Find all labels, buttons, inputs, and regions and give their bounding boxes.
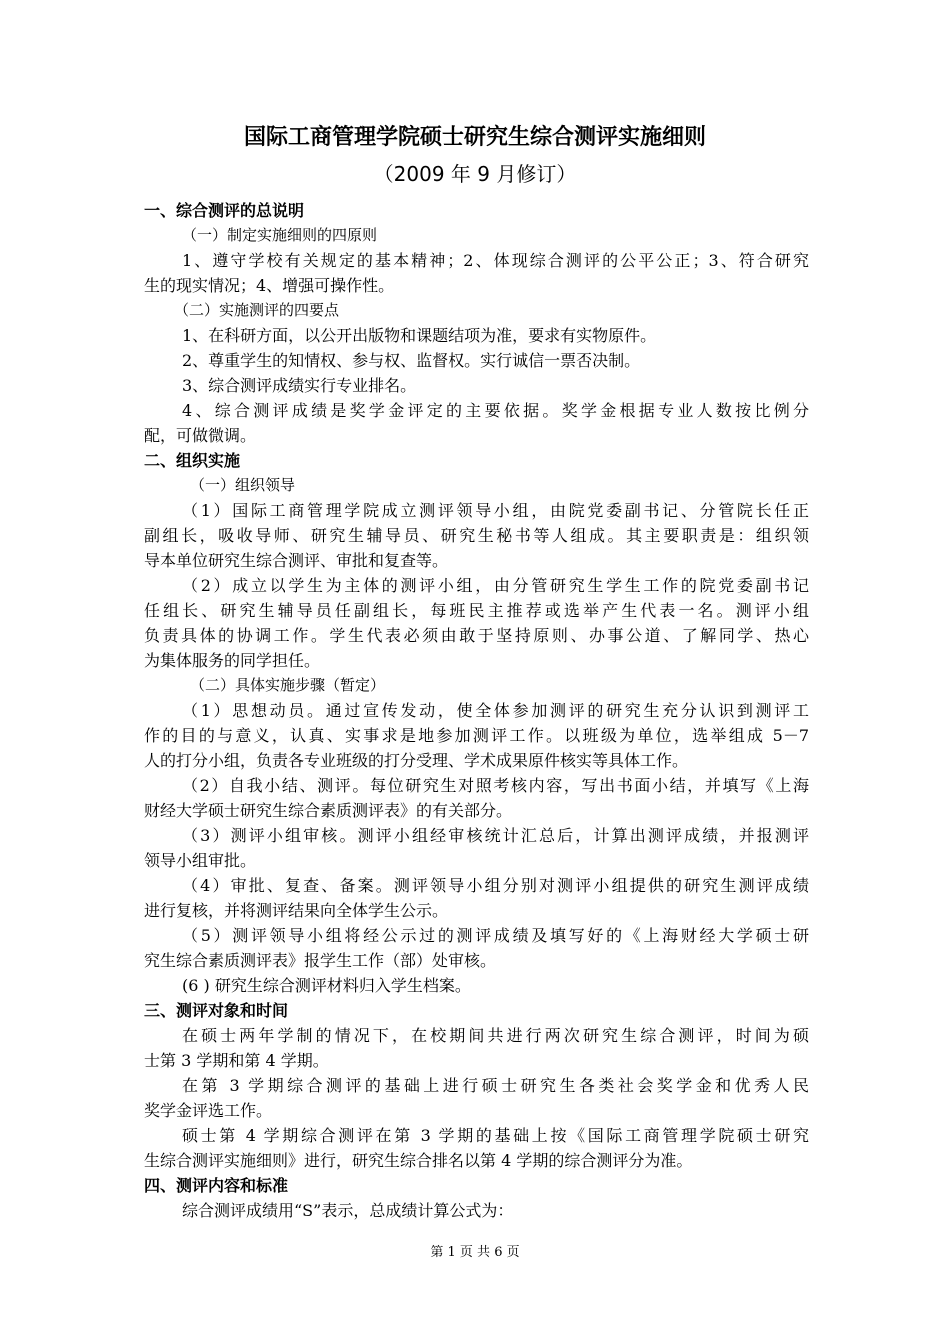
- paragraph-line: 综合测评成绩用“S”表示，总成绩计算公式为：: [182, 1201, 514, 1220]
- subsection-heading: （一）制定实施细则的四原则: [182, 226, 378, 244]
- paragraph-line: 生的现实情况；4、增强可操作性。: [144, 276, 395, 295]
- paragraph-line: （1）思想动员。通过宣传发动，使全体参加测评的研究生充分认识到测评工: [182, 701, 809, 720]
- paragraph-line: 究生综合素质测评表》报学生工作（部）处审核。: [144, 951, 497, 970]
- paragraph-line: 领导小组审批。: [144, 851, 257, 870]
- subsection-heading: （二）具体实施步骤（暂定）: [190, 676, 386, 694]
- section-heading: 二、组织实施: [144, 451, 241, 470]
- paragraph-line: （3）测评小组审核。测评小组经审核统计汇总后，计算出测评成绩，并报测评: [182, 826, 809, 845]
- paragraph-line: 人的打分小组，负责各专业班级的打分受理、学术成果原件核实等具体工作。: [144, 751, 689, 770]
- paragraph-line: （2）成立以学生为主体的测评小组，由分管研究生学生工作的院党委副书记: [182, 576, 809, 595]
- page-footer: 第 1 页 共 6 页: [430, 1245, 520, 1260]
- section-heading: 一、综合测评的总说明: [144, 201, 305, 220]
- paragraph-line: （4）审批、复查、备案。测评领导小组分别对测评小组提供的研究生测评成绩: [182, 876, 809, 895]
- paragraph-line: (6 ) 研究生综合测评材料归入学生档案。: [182, 976, 471, 995]
- paragraph-line: 在第 3 学期综合测评的基础上进行硕士研究生各类社会奖学金和优秀人民: [182, 1076, 809, 1095]
- paragraph-line: 进行复核，并将测评结果向全体学生公示。: [144, 901, 449, 920]
- document-title: 国际工商管理学院硕士研究生综合测评实施细则: [243, 125, 706, 150]
- paragraph-line: 任组长、研究生辅导员任副组长，每班民主推荐或选举产生代表一名。测评小组: [144, 601, 809, 620]
- paragraph-line: 2、尊重学生的知情权、参与权、监督权。实行诚信一票否决制。: [182, 351, 641, 370]
- subsection-heading: （一）组织领导: [190, 476, 296, 494]
- paragraph-line: 财经大学硕士研究生综合素质测评表》的有关部分。: [144, 801, 513, 820]
- paragraph-line: 4、综合测评成绩是奖学金评定的主要依据。奖学金根据专业人数按比例分: [182, 401, 809, 420]
- paragraph-line: 作的目的与意义，认真、实事求是地参加测评工作。以班级为单位，选举组成 5－7: [144, 726, 809, 745]
- paragraph-line: 导本单位研究生综合测评、审批和复查等。: [144, 551, 449, 570]
- paragraph-line: 1、遵守学校有关规定的基本精神；2、体现综合测评的公平公正；3、符合研究: [182, 251, 809, 270]
- paragraph-line: 在硕士两年学制的情况下，在校期间共进行两次研究生综合测评，时间为硕: [182, 1026, 809, 1045]
- document-subtitle: （2009 年 9 月修订）: [373, 162, 577, 186]
- paragraph-line: 负责具体的协调工作。学生代表必须由敢于坚持原则、办事公道、了解同学、热心: [144, 626, 809, 645]
- paragraph-line: 为集体服务的同学担任。: [144, 651, 321, 670]
- paragraph-line: 配，可做微调。: [144, 426, 257, 445]
- paragraph-line: （5）测评领导小组将经公示过的测评成绩及填写好的《上海财经大学硕士研: [182, 926, 809, 945]
- paragraph-line: 士第 3 学期和第 4 学期。: [144, 1051, 329, 1070]
- paragraph-line: 硕士第 4 学期综合测评在第 3 学期的基础上按《国际工商管理学院硕士研究: [182, 1126, 809, 1145]
- section-heading: 三、测评对象和时间: [144, 1001, 289, 1020]
- paragraph-line: 生综合测评实施细则》进行，研究生综合排名以第 4 学期的综合测评分为准。: [144, 1151, 693, 1170]
- subsection-heading: （二）实施测评的四要点: [174, 301, 340, 319]
- paragraph-line: 1、在科研方面，以公开出版物和课题结项为准，要求有实物原件。: [182, 326, 657, 345]
- section-heading: 四、测评内容和标准: [144, 1176, 289, 1195]
- paragraph-line: （2）自我小结、测评。每位研究生对照考核内容，写出书面小结，并填写《上海: [182, 776, 809, 795]
- paragraph-line: 副组长，吸收导师、研究生辅导员、研究生秘书等人组成。其主要职责是：组织领: [144, 526, 809, 545]
- document-body: [144, 198, 809, 1223]
- paragraph-line: 奖学金评选工作。: [144, 1101, 273, 1120]
- paragraph-line: 3、综合测评成绩实行专业排名。: [182, 376, 417, 395]
- paragraph-line: （1）国际工商管理学院成立测评领导小组，由院党委副书记、分管院长任正: [182, 501, 809, 520]
